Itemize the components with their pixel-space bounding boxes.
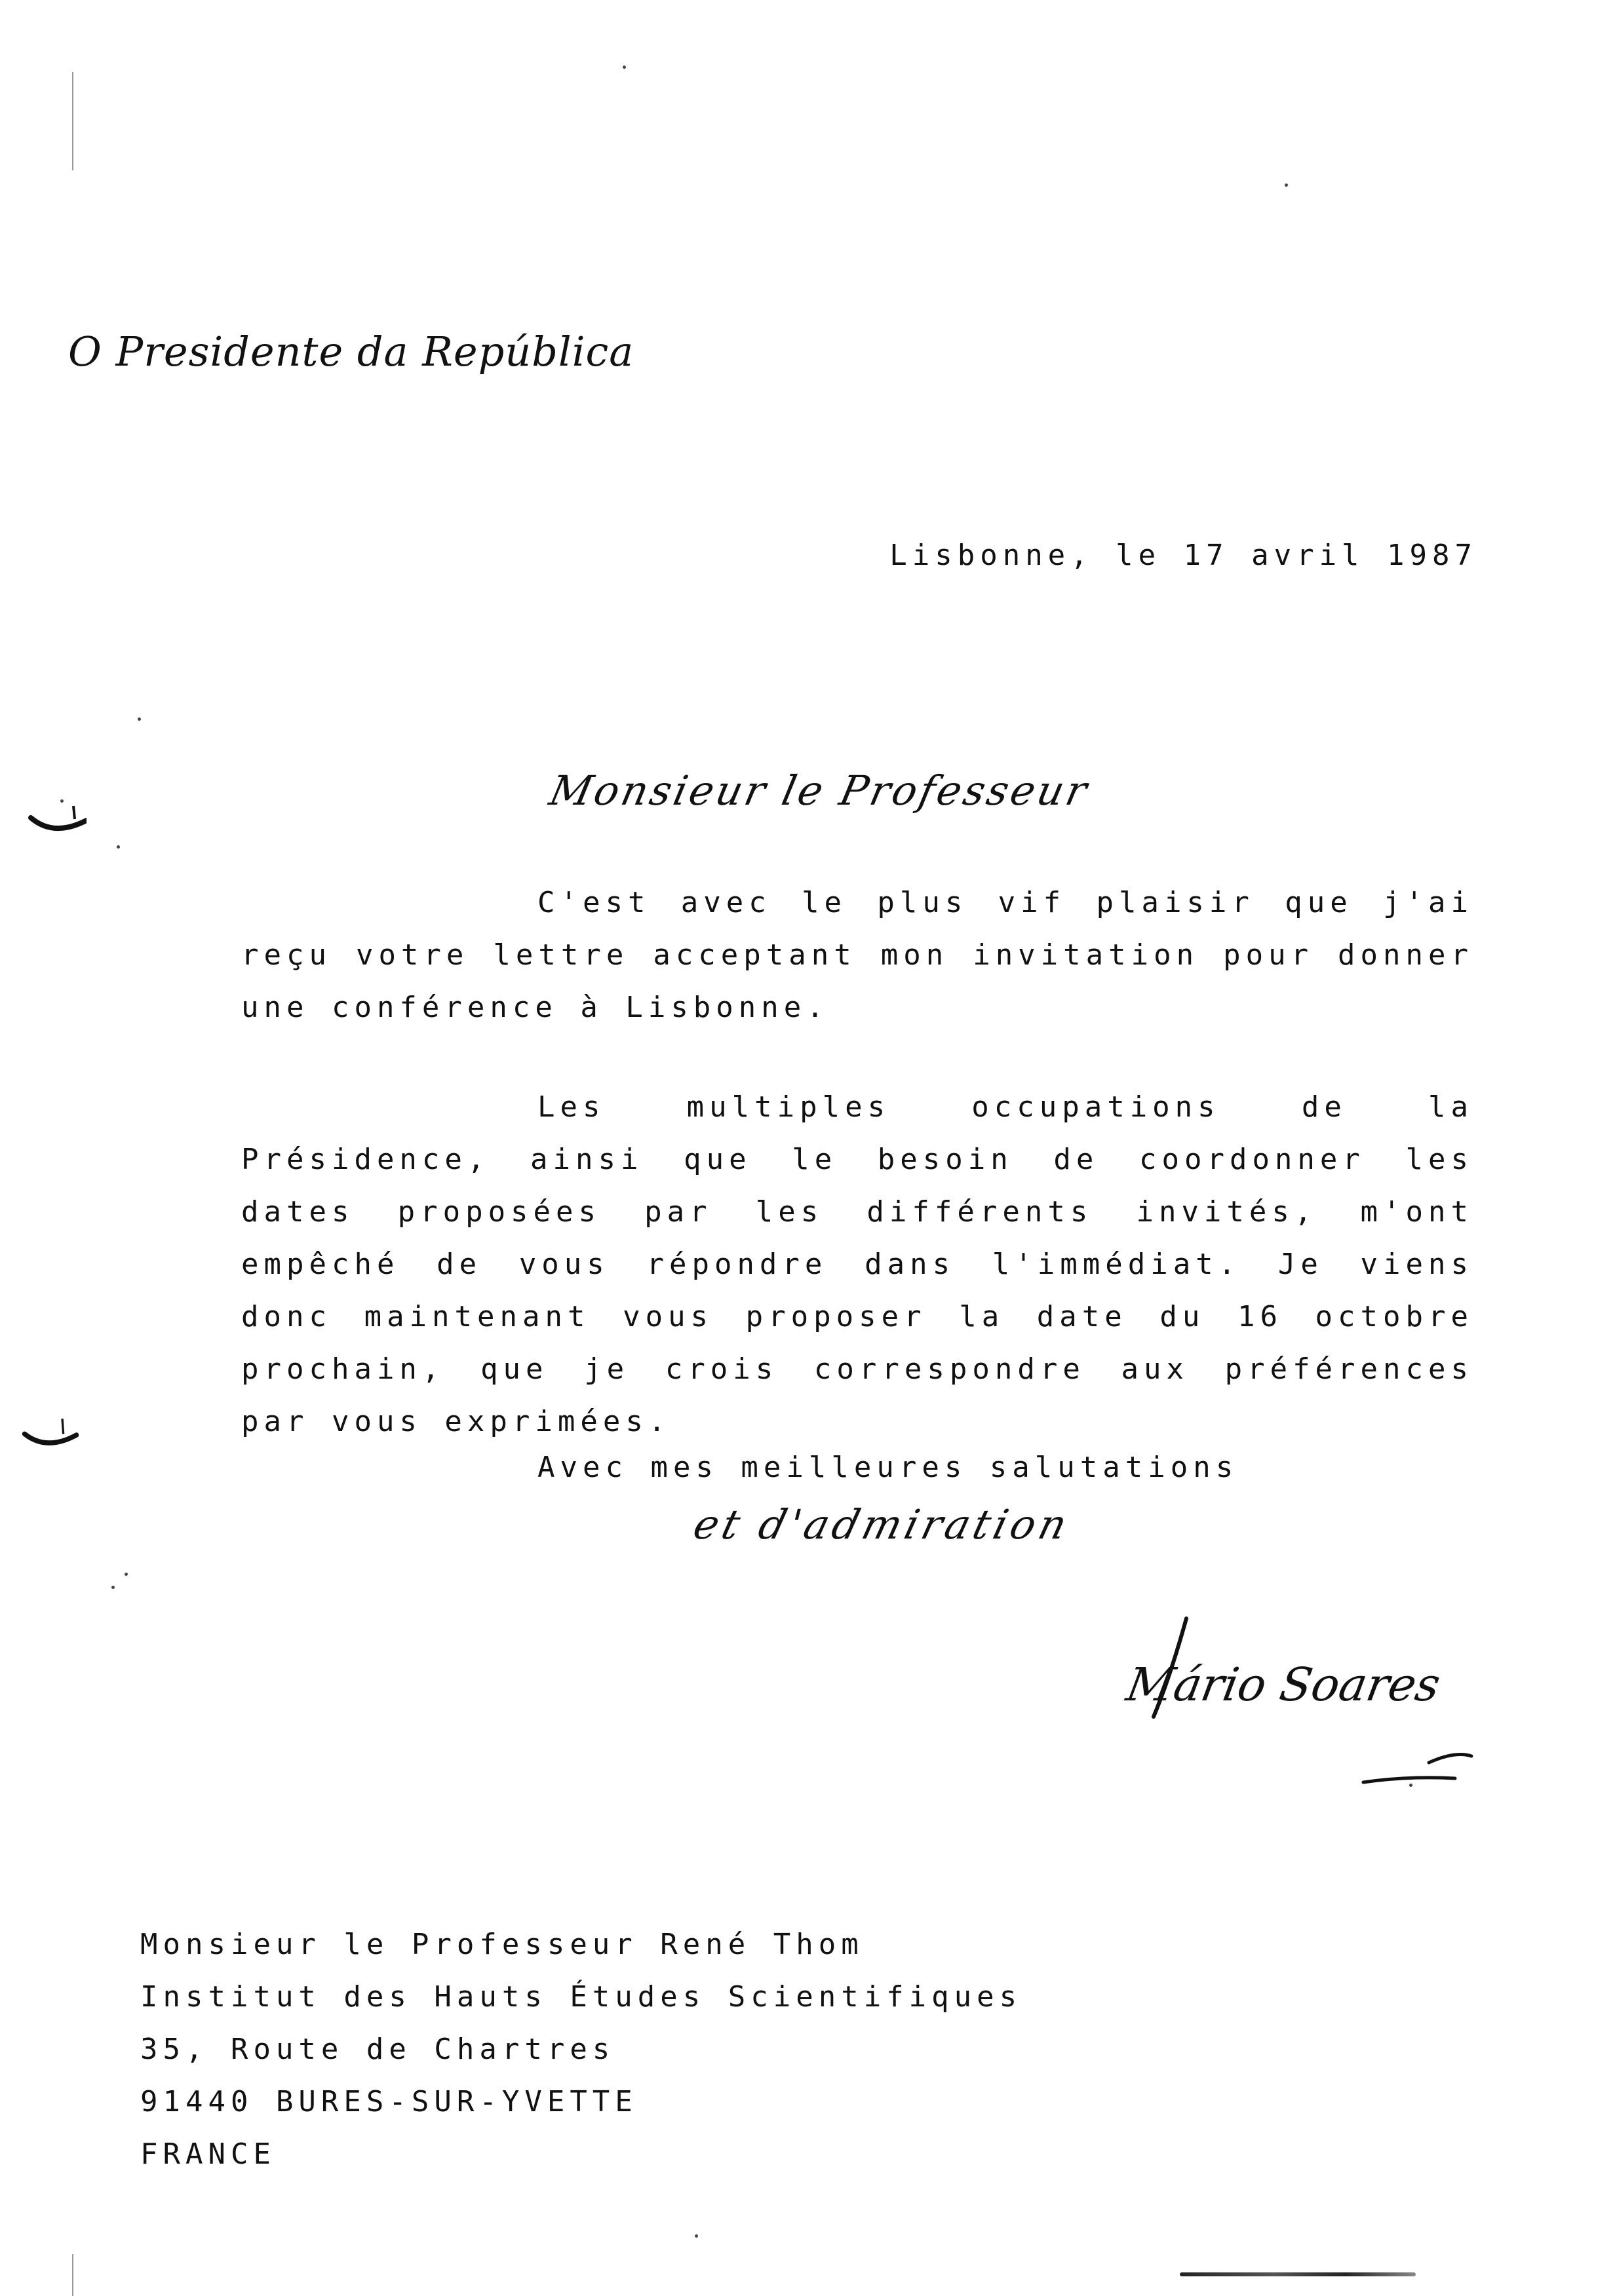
address-line: 91440 BURES-SUR-YVETTE — [140, 2085, 638, 2118]
scan-edge-line — [72, 2254, 73, 2296]
body-paragraph: Les multiples occupations de la Présidence, ainsi que le besoin de coordonner les dates proposées par les différents invités, m'ont empêché de vous répondre dans l'immédiat. Je viens donc maintenant vous proposer la date du 16 octobre prochain, que je crois correspondre aux préférences par vous exprimées. — [241, 1090, 1473, 1438]
handwritten-addition: et d'admiration — [688, 1501, 1076, 1548]
scan-speck — [125, 1573, 128, 1576]
signature: Mário Soares — [1122, 1658, 1445, 1712]
binder-hole-mark-icon — [20, 1419, 79, 1451]
address-line: 35, Route de Chartres — [140, 2033, 615, 2066]
scan-speck — [138, 718, 141, 721]
scan-speck — [117, 845, 120, 849]
address-line: Institut des Hauts Études Scientifiques — [140, 1980, 1022, 2014]
scan-speck — [623, 66, 626, 69]
handwritten-salutation: Monsieur le Professeur — [545, 767, 1094, 814]
scan-speck — [695, 2234, 698, 2238]
recipient-address — [140, 1919, 1022, 2181]
scan-speck — [111, 1586, 115, 1589]
binder-hole-mark-icon — [28, 806, 87, 839]
address-line: FRANCE — [140, 2137, 276, 2171]
body-paragraph: C'est avec le plus vif plaisir que j'ai reçu votre lettre acceptant mon invitation pour donner une conférence à Lisbonne. — [241, 886, 1473, 1024]
scan-speck — [60, 799, 64, 803]
scan-speck — [1285, 183, 1288, 187]
address-line: Monsieur le Professeur René Thom — [140, 1928, 864, 1961]
scan-edge-line — [72, 72, 73, 170]
scan-smudge — [1180, 2272, 1416, 2276]
closing-line: Avec mes meilleures salutations — [537, 1451, 1239, 1484]
letterhead: O Presidente da República — [68, 328, 634, 375]
date-line: Lisbonne, le 17 avril 1987 — [889, 539, 1477, 572]
